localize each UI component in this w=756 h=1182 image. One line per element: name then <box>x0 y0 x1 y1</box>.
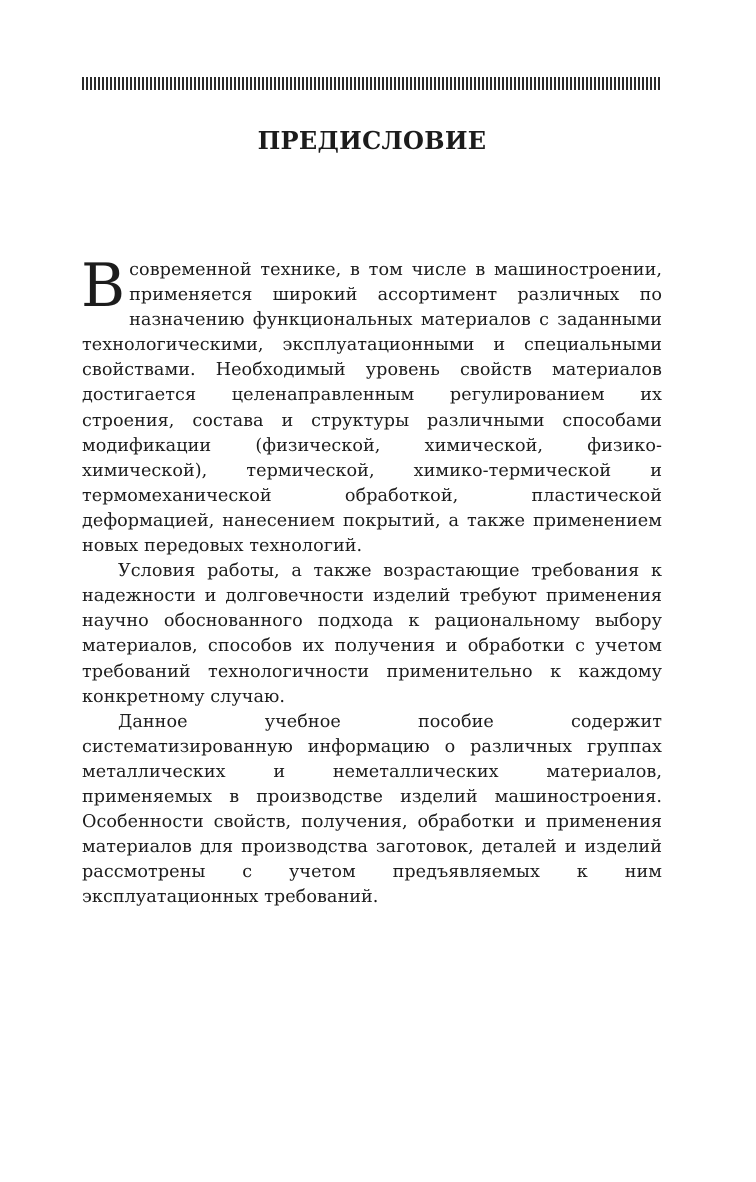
drop-cap: В <box>81 251 126 321</box>
page-title: ПРЕДИСЛОВИЕ <box>257 126 487 155</box>
ornamental-header-rule <box>82 77 662 90</box>
paragraph-1-text: современной технике, в том числе в машиностроении, применяется широкий ассортимент различных по назначению функциональных материалов с заданными технологическими, эксплуатационными и специальными свойствами. Необходимый уровень свойств материалов достигается целенаправленным регулированием их строения, состава и структуры различными способами модификации (физической, химической, физико-химической), термической, химико-термической и термомеханической обработкой, пластической деформацией, нанесением покрытий, а также применением новых передовых технологий. <box>82 260 662 557</box>
paragraph-3: Данное учебное пособие содержит систематизированную информацию о различных группах металлических и неметаллических материалов, применяемых в производстве изделий машиностроения. Особенности свойств, получения, обработки и применения материалов для производства заготовок, деталей и изделий рассмотрены с учетом предъявляемых к ним эксплуатационных требований. <box>82 711 662 908</box>
body-text <box>81 251 662 910</box>
paragraph-2: Условия работы, а также возрастающие требования к надежности и долговечности изделий требуют применения научно обоснованного подхода к рациональному выбору материалов, способов их получения и обработки с учетом требований технологичности применительно к каждому конкретному случаю. <box>82 561 662 707</box>
paragraph-1 <box>81 251 662 559</box>
